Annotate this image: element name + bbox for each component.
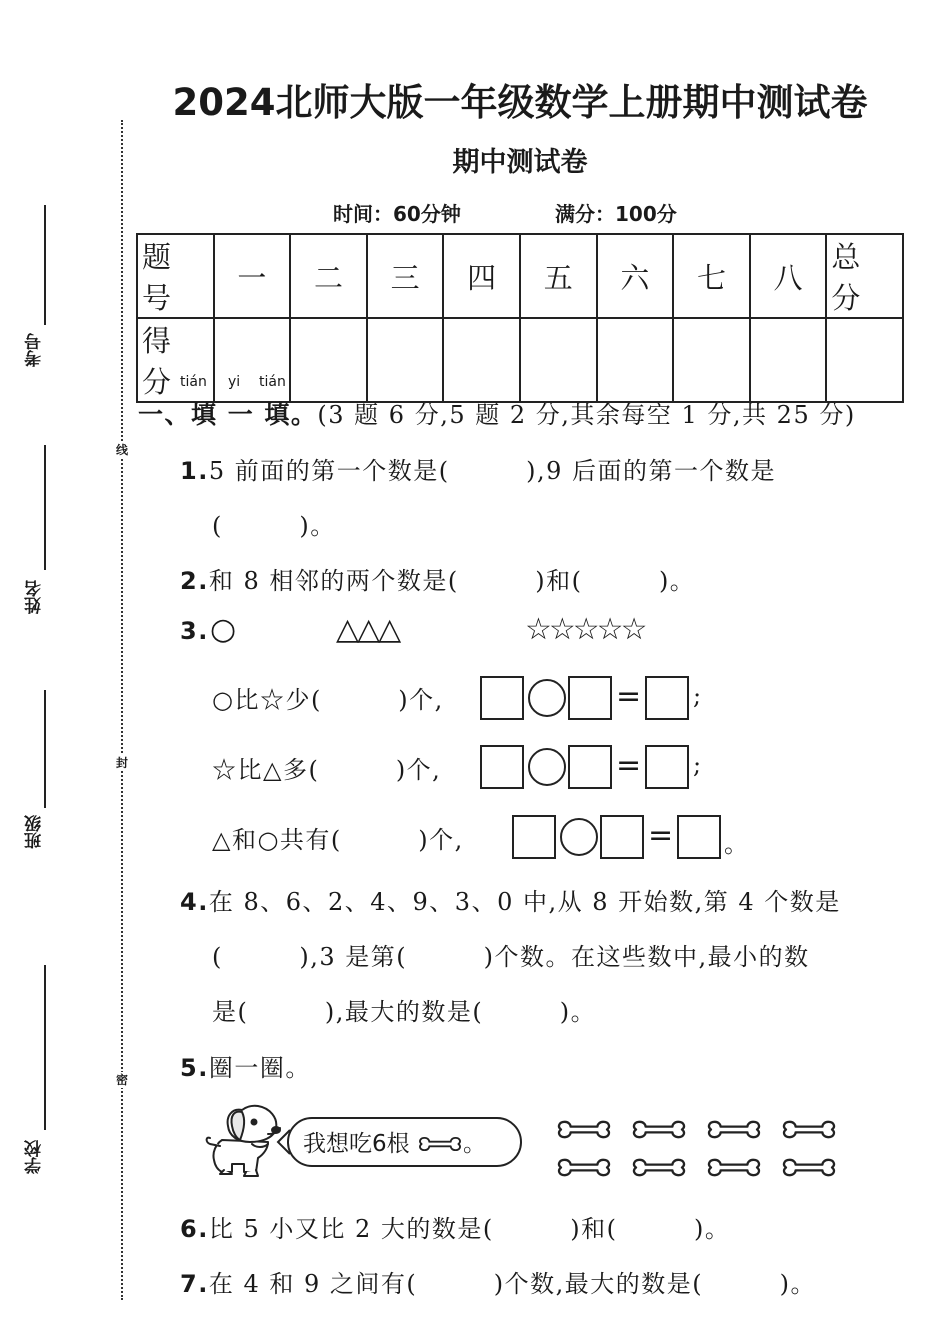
school-label: 学校 bbox=[25, 1140, 45, 1174]
q3-row-1-box-2[interactable] bbox=[568, 676, 612, 720]
bone-icon bbox=[417, 1134, 463, 1154]
name-line bbox=[44, 445, 46, 570]
question-4 bbox=[180, 882, 841, 917]
question-6-number: 6. bbox=[180, 1215, 209, 1243]
bone-icon[interactable] bbox=[555, 1118, 613, 1141]
score-table-header-label: 题号 bbox=[137, 234, 214, 318]
speech-bubble-text: 我想吃6根 bbox=[303, 1131, 410, 1157]
question-4-number: 4. bbox=[180, 888, 209, 916]
q3-row-2-box-2[interactable] bbox=[568, 745, 612, 789]
question-6 bbox=[180, 1209, 730, 1244]
question-4-line-2: ( ),3 是第( )个数。在这些数中,最小的数 bbox=[212, 943, 810, 971]
section-1-heading bbox=[138, 395, 856, 431]
exam-number-line bbox=[44, 205, 46, 325]
page-subtitle: 期中测试卷 bbox=[452, 147, 588, 178]
score-col-1: 一 bbox=[214, 234, 291, 318]
q3-row-2-box-1[interactable] bbox=[480, 745, 524, 789]
score-table bbox=[136, 233, 904, 403]
score-col-5: 五 bbox=[520, 234, 597, 318]
section-1-title: 一、填 一 填。 bbox=[138, 400, 318, 429]
class-line bbox=[44, 690, 46, 808]
bone-icon[interactable] bbox=[705, 1156, 763, 1179]
bone-icon[interactable] bbox=[555, 1156, 613, 1179]
score-col-7: 七 bbox=[673, 234, 750, 318]
question-5 bbox=[180, 1048, 311, 1083]
bone-icon[interactable] bbox=[705, 1118, 763, 1141]
pinyin-yi: yi bbox=[228, 374, 241, 390]
q3-row-2-semicolon: ; bbox=[693, 751, 703, 779]
question-2 bbox=[180, 561, 695, 596]
full-score: 满分：100分 bbox=[555, 202, 677, 226]
school-line bbox=[44, 965, 46, 1130]
question-2-text: 和 8 相邻的两个数是( )和( )。 bbox=[208, 567, 696, 595]
question-4-text: 在 8、6、2、4、9、3、0 中,从 8 开始数,第 4 个数是 bbox=[208, 888, 841, 916]
score-cell[interactable] bbox=[673, 318, 750, 402]
score-col-4: 四 bbox=[443, 234, 520, 318]
score-cell[interactable] bbox=[290, 318, 367, 402]
question-4-line-3: 是( ),最大的数是( )。 bbox=[212, 998, 597, 1026]
class-label: 班级 bbox=[25, 815, 45, 849]
score-col-total: 总分 bbox=[826, 234, 903, 318]
question-6-text: 比 5 小又比 2 大的数是( )和( )。 bbox=[208, 1215, 731, 1243]
score-row-label: 得分 bbox=[137, 318, 214, 402]
q3-row-3-period: 。 bbox=[724, 830, 750, 858]
exam-number-label: 考号 bbox=[25, 333, 45, 367]
q3-row-1-box-3[interactable] bbox=[645, 676, 689, 720]
score-col-6: 六 bbox=[597, 234, 674, 318]
seal-char-seal: 封 bbox=[113, 755, 131, 771]
score-cell[interactable] bbox=[520, 318, 597, 402]
question-2-number: 2. bbox=[180, 567, 209, 595]
speech-bubble bbox=[287, 1117, 522, 1167]
q3-stars: ☆☆☆☆☆ bbox=[525, 612, 645, 647]
page-title: 2024北师大版一年级数学上册期中测试卷 bbox=[172, 81, 868, 124]
q3-row-2-text: ☆比△多( )个, bbox=[212, 756, 442, 784]
question-3-number bbox=[180, 617, 209, 645]
score-cell[interactable] bbox=[443, 318, 520, 402]
question-1-number: 1. bbox=[180, 457, 209, 485]
seal-char-line: 线 bbox=[113, 442, 131, 458]
pinyin-tian-2: tián bbox=[259, 374, 286, 390]
section-1-note: (3 题 6 分,5 题 2 分,其余每空 1 分,共 25 分) bbox=[317, 401, 856, 429]
pinyin-tian-1: tián bbox=[180, 374, 207, 390]
score-col-2: 二 bbox=[290, 234, 367, 318]
question-3-num: 3. bbox=[180, 617, 209, 645]
bone-icon[interactable] bbox=[780, 1118, 838, 1141]
score-cell[interactable] bbox=[826, 318, 903, 402]
q3-row-3-box-2[interactable] bbox=[600, 815, 644, 859]
score-col-8: 八 bbox=[750, 234, 827, 318]
q3-circles: ○ bbox=[210, 612, 237, 647]
q3-row-3-box-3[interactable] bbox=[677, 815, 721, 859]
bone-icon[interactable] bbox=[630, 1156, 688, 1179]
q3-row-1-equals: = bbox=[616, 679, 642, 714]
binding-dotted-line bbox=[121, 120, 123, 1300]
question-7-number: 7. bbox=[180, 1270, 209, 1298]
q3-row-2-box-3[interactable] bbox=[645, 745, 689, 789]
question-1-line-2: ( )。 bbox=[212, 512, 336, 540]
bone-icon[interactable] bbox=[780, 1156, 838, 1179]
q3-row-1-operator-circle[interactable] bbox=[528, 679, 566, 717]
question-7-text: 在 4 和 9 之间有( )个数,最大的数是( )。 bbox=[208, 1270, 816, 1298]
question-7 bbox=[180, 1264, 816, 1299]
q3-row-3-equals: = bbox=[648, 818, 674, 853]
name-label: 姓名 bbox=[25, 580, 45, 614]
q3-row-1-semicolon: ; bbox=[693, 682, 703, 710]
q3-row-2-equals: = bbox=[616, 748, 642, 783]
score-cell[interactable] bbox=[597, 318, 674, 402]
bone-icon[interactable] bbox=[630, 1118, 688, 1141]
q3-triangles: △△△ bbox=[336, 612, 400, 647]
q3-row-1-text: ○比☆少( )个, bbox=[212, 686, 444, 714]
q3-row-3-box-1[interactable] bbox=[512, 815, 556, 859]
question-5-text: 圈一圈。 bbox=[208, 1054, 311, 1082]
score-col-3: 三 bbox=[367, 234, 444, 318]
q3-row-1-box-1[interactable] bbox=[480, 676, 524, 720]
exam-time: 时间：60分钟 bbox=[333, 202, 461, 226]
q3-row-3-operator-circle[interactable] bbox=[560, 818, 598, 856]
score-cell[interactable] bbox=[750, 318, 827, 402]
speech-bubble-end: 。 bbox=[462, 1131, 486, 1157]
seal-char-secret: 密 bbox=[113, 1072, 131, 1088]
question-5-number: 5. bbox=[180, 1054, 209, 1082]
q3-row-3-text: △和○共有( )个, bbox=[212, 826, 464, 854]
question-1 bbox=[180, 451, 776, 486]
score-cell[interactable] bbox=[367, 318, 444, 402]
question-1-text: 5 前面的第一个数是( ),9 后面的第一个数是 bbox=[208, 457, 776, 485]
q3-row-2-operator-circle[interactable] bbox=[528, 748, 566, 786]
